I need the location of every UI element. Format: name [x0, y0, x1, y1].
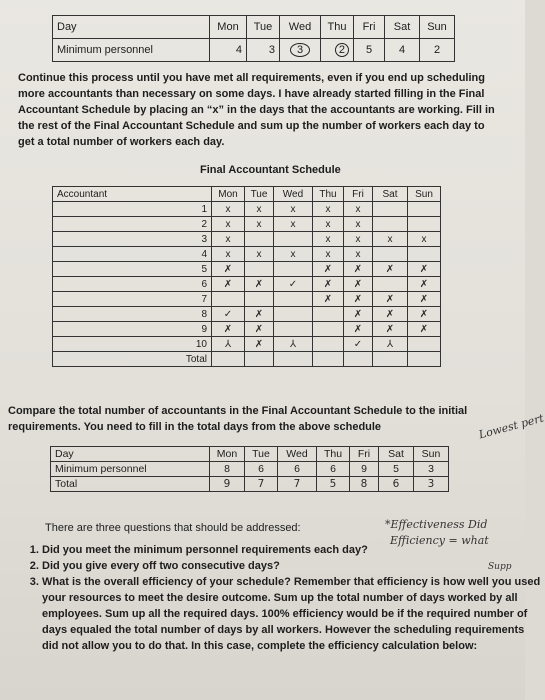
schedule-cell: ✗ [344, 277, 373, 292]
schedule-cell: ✗ [313, 292, 344, 307]
schedule-cell [373, 277, 408, 292]
schedule-row [53, 292, 441, 307]
schedule-cell [313, 322, 344, 337]
schedule-cell: ✗ [245, 322, 274, 337]
total-cell [212, 352, 245, 367]
question-item: 2. Did you give every off two consecutive days? [42, 558, 542, 574]
schedule-cell [274, 322, 313, 337]
schedule-cell: ✓ [344, 337, 373, 352]
questions-lead: There are three questions that should be addressed: [45, 522, 301, 534]
header-fri: Fri [354, 16, 385, 39]
schedule-cell: ✗ [408, 262, 441, 277]
schedule-cell: ✗ [313, 277, 344, 292]
schedule-cell [408, 247, 441, 262]
total-sat: 6 [379, 477, 414, 492]
header-thu: Thu [317, 447, 350, 462]
accountant-id: 1 [53, 202, 212, 217]
final-header-row [53, 187, 441, 202]
schedule-row [53, 247, 441, 262]
schedule-cell [373, 247, 408, 262]
min-thu: 6 [317, 462, 350, 477]
header-thu: Thu [313, 187, 344, 202]
total-cell [313, 352, 344, 367]
schedule-row [53, 262, 441, 277]
final-schedule-body [53, 202, 441, 352]
schedule-cell: ✗ [373, 292, 408, 307]
schedule-cell: x [245, 217, 274, 232]
min-sun: 2 [420, 39, 455, 62]
accountant-id: 7 [53, 292, 212, 307]
schedule-cell: x [344, 202, 373, 217]
accountant-id: 9 [53, 322, 212, 337]
total-label: Total [53, 352, 212, 367]
total-cell [274, 352, 313, 367]
schedule-row [53, 217, 441, 232]
schedule-row [53, 307, 441, 322]
accountant-id: 8 [53, 307, 212, 322]
schedule-cell: ✗ [344, 262, 373, 277]
summary-header-row [51, 447, 449, 462]
total-thu: 5 [317, 477, 350, 492]
summary-table [50, 446, 449, 492]
final-schedule-title: Final Accountant Schedule [200, 164, 341, 176]
total-cell [373, 352, 408, 367]
schedule-cell: x [212, 217, 245, 232]
handwritten-note-lowest: Lowest pert [477, 411, 545, 442]
schedule-cell [408, 202, 441, 217]
final-total-row [53, 352, 441, 367]
header-accountant: Accountant [53, 187, 212, 202]
minimum-personnel-table [52, 15, 455, 62]
total-wed: 7 [278, 477, 317, 492]
schedule-cell [274, 262, 313, 277]
header-wed: Wed [274, 187, 313, 202]
header-fri: Fri [344, 187, 373, 202]
schedule-cell [274, 232, 313, 247]
min-wed: 6 [278, 462, 317, 477]
header-mon: Mon [212, 187, 245, 202]
schedule-cell: x [344, 247, 373, 262]
schedule-row [53, 232, 441, 247]
header-mon: Mon [210, 16, 247, 39]
schedule-cell: ⅄ [274, 337, 313, 352]
accountant-id: 10 [53, 337, 212, 352]
summary-total-row [51, 477, 449, 492]
compare-paragraph: Compare the total number of accountants in the Final Accountant Schedule to the initial requirements. You need to fill in the total days from the above schedule [8, 405, 468, 433]
min-tue: 3 [247, 39, 280, 62]
schedule-cell: ✗ [245, 277, 274, 292]
total-mon: 9 [210, 477, 245, 492]
schedule-cell: ✗ [344, 292, 373, 307]
accountant-id: 4 [53, 247, 212, 262]
total-sun: 3 [414, 477, 449, 492]
schedule-cell: x [274, 202, 313, 217]
top-table-header-row [53, 16, 455, 39]
instructions-paragraph: Continue this process until you have met all requirements, even if you end up scheduling more accountants than necessary on some days. I have already started filling in the Final Accountant Schedule by placing an “x” in the days that the accountants are working. Fill in the rest of the Final Accountant Schedule and sum up the number of workers each day to get a total number of workers each day. [18, 72, 495, 148]
schedule-cell: ✓ [212, 307, 245, 322]
schedule-cell: ✗ [373, 307, 408, 322]
schedule-cell [245, 262, 274, 277]
min-sat: 4 [385, 39, 420, 62]
schedule-cell: ✗ [212, 277, 245, 292]
schedule-cell: ✗ [408, 277, 441, 292]
schedule-cell [408, 217, 441, 232]
header-tue: Tue [247, 16, 280, 39]
schedule-cell: x [313, 247, 344, 262]
schedule-row [53, 322, 441, 337]
header-sat: Sat [385, 16, 420, 39]
accountant-id: 3 [53, 232, 212, 247]
accountant-id: 5 [53, 262, 212, 277]
question-item: 3. What is the overall efficiency of your schedule? Remember that efficiency is how well you used your resources to meet the desire outcome. Sum up the total number of days worked by all employees. Sum up all the required days. 100% efficiency would be if the required number of days equaled the total number of days by all workers. However the scheduling requirements did not allow you to do that. In this case, complete the efficiency calculation below: [42, 574, 542, 654]
total-fri: 8 [350, 477, 379, 492]
min-label: Minimum personnel [51, 462, 210, 477]
schedule-cell [313, 307, 344, 322]
schedule-cell [245, 292, 274, 307]
final-schedule-table [52, 186, 441, 367]
schedule-cell [245, 232, 274, 247]
schedule-cell: x [344, 217, 373, 232]
schedule-cell [408, 337, 441, 352]
accountant-id: 6 [53, 277, 212, 292]
schedule-cell: x [408, 232, 441, 247]
header-wed: Wed [280, 16, 321, 39]
schedule-cell: ✗ [245, 307, 274, 322]
total-label: Total [51, 477, 210, 492]
total-cell [408, 352, 441, 367]
circled-value: 3 [290, 43, 310, 57]
schedule-cell [313, 337, 344, 352]
schedule-cell [373, 202, 408, 217]
header-sat: Sat [379, 447, 414, 462]
questions-list [6, 542, 542, 654]
schedule-cell: x [313, 232, 344, 247]
handwritten-note-supp: Supp [488, 562, 512, 572]
schedule-cell [373, 217, 408, 232]
schedule-cell: x [212, 202, 245, 217]
schedule-cell: ✗ [212, 322, 245, 337]
min-mon: 4 [210, 39, 247, 62]
min-sun: 3 [414, 462, 449, 477]
min-fri: 5 [354, 39, 385, 62]
total-tue: 7 [245, 477, 278, 492]
total-cell [344, 352, 373, 367]
handwritten-note-effectiveness: *Effectiveness Did [385, 518, 488, 531]
schedule-cell: x [274, 247, 313, 262]
schedule-cell: ✗ [408, 307, 441, 322]
min-fri: 9 [350, 462, 379, 477]
schedule-cell: x [313, 217, 344, 232]
header-thu: Thu [321, 16, 354, 39]
schedule-cell: ✗ [344, 322, 373, 337]
schedule-cell: x [245, 202, 274, 217]
schedule-cell: ✗ [344, 307, 373, 322]
schedule-cell [212, 292, 245, 307]
handwritten-note-efficiency: Efficiency = what [390, 534, 489, 547]
schedule-cell [274, 307, 313, 322]
schedule-cell: ⅄ [212, 337, 245, 352]
header-sun: Sun [408, 187, 441, 202]
header-tue: Tue [245, 187, 274, 202]
schedule-cell: ✗ [373, 262, 408, 277]
schedule-cell: x [274, 217, 313, 232]
schedule-cell: ✗ [313, 262, 344, 277]
question-item: 1. Did you meet the minimum personnel requirements each day? [42, 542, 542, 558]
schedule-cell: x [212, 232, 245, 247]
schedule-cell: x [245, 247, 274, 262]
accountant-id: 2 [53, 217, 212, 232]
min-mon: 8 [210, 462, 245, 477]
min-thu [321, 39, 354, 62]
schedule-cell: ⅄ [373, 337, 408, 352]
schedule-cell: ✗ [408, 322, 441, 337]
circled-value: 2 [335, 43, 349, 57]
min-tue: 6 [245, 462, 278, 477]
schedule-cell: ✗ [245, 337, 274, 352]
header-sat: Sat [373, 187, 408, 202]
header-mon: Mon [210, 447, 245, 462]
top-table-min-row [53, 39, 455, 62]
header-fri: Fri [350, 447, 379, 462]
min-sat: 5 [379, 462, 414, 477]
header-day: Day [53, 16, 210, 39]
schedule-cell: ✓ [274, 277, 313, 292]
min-wed [280, 39, 321, 62]
header-day: Day [51, 447, 210, 462]
header-sun: Sun [420, 16, 455, 39]
schedule-cell: ✗ [408, 292, 441, 307]
schedule-cell: x [212, 247, 245, 262]
header-sun: Sun [414, 447, 449, 462]
schedule-cell: x [313, 202, 344, 217]
schedule-cell: ✗ [212, 262, 245, 277]
schedule-cell: x [344, 232, 373, 247]
schedule-cell: x [373, 232, 408, 247]
schedule-row [53, 277, 441, 292]
schedule-cell: ✗ [373, 322, 408, 337]
total-cell [245, 352, 274, 367]
header-tue: Tue [245, 447, 278, 462]
schedule-row [53, 337, 441, 352]
summary-min-row [51, 462, 449, 477]
schedule-row [53, 202, 441, 217]
header-wed: Wed [278, 447, 317, 462]
schedule-cell [274, 292, 313, 307]
row-label: Minimum personnel [53, 39, 210, 62]
